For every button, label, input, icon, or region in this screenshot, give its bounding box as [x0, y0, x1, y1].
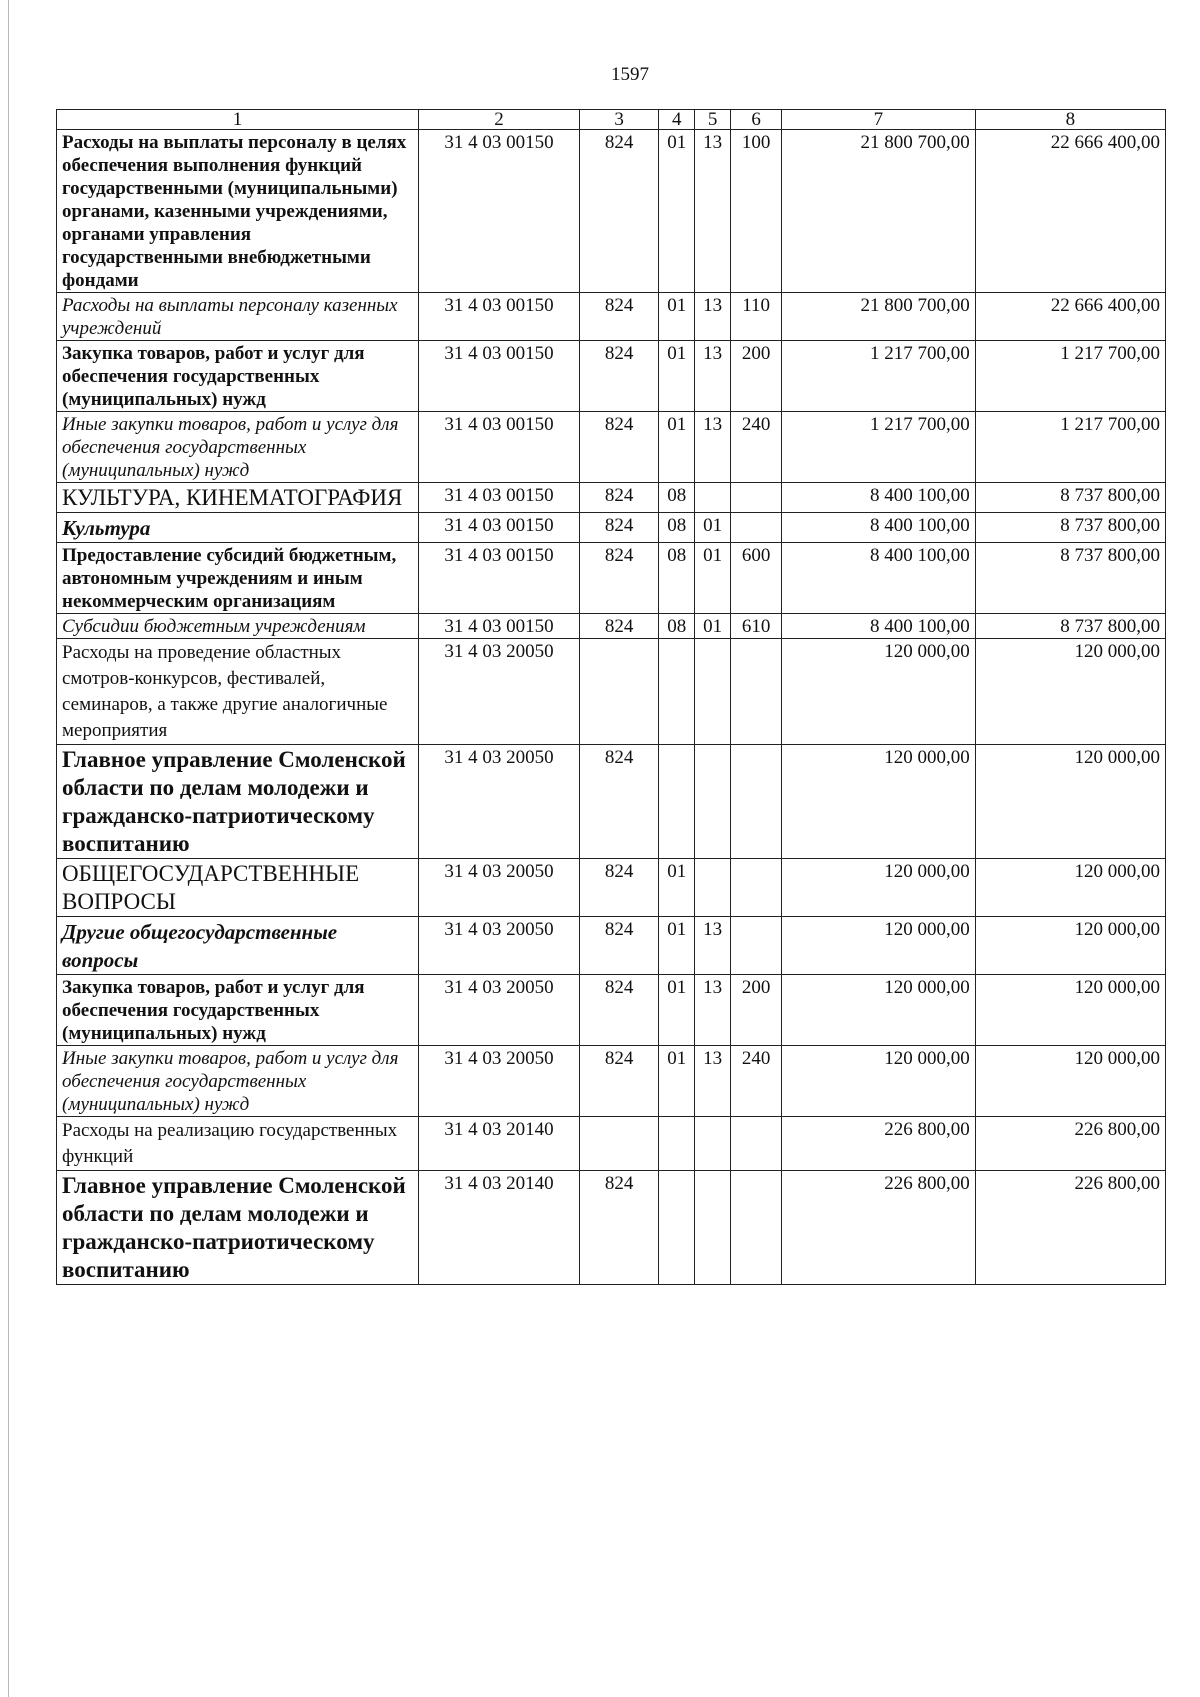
budget-table [56, 109, 1166, 1285]
header-cell-2: 2 [419, 110, 580, 130]
row-code-cell: 31 4 03 00150 [419, 293, 580, 341]
row-col6-cell [731, 1117, 782, 1171]
row-col8-amount: 120 000,00 [975, 975, 1165, 1046]
row-name-cell: ОБЩЕГОСУДАРСТВЕННЫЕ ВОПРОСЫ [57, 859, 419, 917]
row-name-cell: Субсидии бюджетным учреждениям [57, 614, 419, 639]
table-row [57, 1046, 1166, 1117]
row-name-cell: Культура [57, 513, 419, 543]
row-col3-cell: 824 [579, 614, 658, 639]
row-col4-cell [659, 1117, 695, 1171]
row-col4-cell [659, 745, 695, 859]
row-col8-amount: 120 000,00 [975, 917, 1165, 975]
row-code-cell: 31 4 03 20050 [419, 859, 580, 917]
row-col4-cell: 08 [659, 543, 695, 614]
row-col7-amount: 120 000,00 [782, 917, 976, 975]
row-col8-amount: 226 800,00 [975, 1117, 1165, 1171]
row-code-cell: 31 4 03 20140 [419, 1117, 580, 1171]
row-code-cell: 31 4 03 00150 [419, 513, 580, 543]
row-col7-amount: 120 000,00 [782, 1046, 976, 1117]
row-col5-cell [695, 859, 731, 917]
row-col3-cell: 824 [579, 1171, 658, 1285]
row-col5-cell: 13 [695, 1046, 731, 1117]
table-row [57, 917, 1166, 975]
row-name-cell: Иные закупки товаров, работ и услуг для обеспечения государственных (муниципальных) нужд [57, 1046, 419, 1117]
row-col5-cell [695, 639, 731, 745]
row-col6-cell [731, 917, 782, 975]
row-col8-amount: 120 000,00 [975, 859, 1165, 917]
row-col8-amount: 8 737 800,00 [975, 483, 1165, 513]
row-code-cell: 31 4 03 20050 [419, 1046, 580, 1117]
row-col3-cell: 824 [579, 745, 658, 859]
table-row [57, 412, 1166, 483]
row-col3-cell: 824 [579, 483, 658, 513]
row-col6-cell: 240 [731, 1046, 782, 1117]
row-col7-amount: 120 000,00 [782, 639, 976, 745]
row-col7-amount: 8 400 100,00 [782, 483, 976, 513]
row-col3-cell: 824 [579, 412, 658, 483]
header-cell-7: 7 [782, 110, 976, 130]
row-col5-cell: 13 [695, 293, 731, 341]
table-row [57, 293, 1166, 341]
row-name-cell: КУЛЬТУРА, КИНЕМАТОГРАФИЯ [57, 483, 419, 513]
row-col4-cell: 01 [659, 1046, 695, 1117]
row-name-cell: Расходы на выплаты персоналу в целях обеспечения выполнения функций государственными (муниципальными) органами, казенными учреждениями, органами управления государственными внебюджетными фондами [57, 130, 419, 293]
table-row [57, 1171, 1166, 1285]
row-col8-amount: 1 217 700,00 [975, 341, 1165, 412]
row-col5-cell: 01 [695, 543, 731, 614]
row-code-cell: 31 4 03 00150 [419, 614, 580, 639]
row-col4-cell: 01 [659, 130, 695, 293]
table-row [57, 745, 1166, 859]
row-name-cell: Закупка товаров, работ и услуг для обеспечения государственных (муниципальных) нужд [57, 341, 419, 412]
row-col7-amount: 8 400 100,00 [782, 543, 976, 614]
row-col6-cell [731, 513, 782, 543]
row-col4-cell: 01 [659, 293, 695, 341]
row-col7-amount: 8 400 100,00 [782, 513, 976, 543]
table-body [57, 130, 1166, 1285]
row-code-cell: 31 4 03 00150 [419, 483, 580, 513]
header-cell-3: 3 [579, 110, 658, 130]
header-cell-1: 1 [57, 110, 419, 130]
row-col8-amount: 1 217 700,00 [975, 412, 1165, 483]
row-col6-cell: 110 [731, 293, 782, 341]
row-name-cell: Расходы на проведение областных смотров-конкурсов, фестивалей, семинаров, а также другие аналогичные мероприятия [57, 639, 419, 745]
row-col8-amount: 120 000,00 [975, 1046, 1165, 1117]
row-col7-amount: 21 800 700,00 [782, 293, 976, 341]
row-col7-amount: 21 800 700,00 [782, 130, 976, 293]
row-col4-cell: 01 [659, 412, 695, 483]
row-col5-cell: 01 [695, 614, 731, 639]
row-col6-cell [731, 483, 782, 513]
table-row [57, 975, 1166, 1046]
row-col6-cell: 610 [731, 614, 782, 639]
row-col3-cell: 824 [579, 293, 658, 341]
row-col8-amount: 22 666 400,00 [975, 130, 1165, 293]
row-col5-cell: 01 [695, 513, 731, 543]
row-name-cell: Расходы на выплаты персоналу казенных учреждений [57, 293, 419, 341]
row-col3-cell [579, 639, 658, 745]
row-col5-cell: 13 [695, 130, 731, 293]
row-col5-cell: 13 [695, 412, 731, 483]
row-name-cell: Другие общегосударственные вопросы [57, 917, 419, 975]
row-col5-cell [695, 1117, 731, 1171]
row-col5-cell: 13 [695, 341, 731, 412]
row-col3-cell: 824 [579, 130, 658, 293]
row-name-cell: Предоставление субсидий бюджетным, автономным учреждениям и иным некоммерческим организациям [57, 543, 419, 614]
row-col3-cell: 824 [579, 1046, 658, 1117]
row-col5-cell: 13 [695, 975, 731, 1046]
row-col5-cell: 13 [695, 917, 731, 975]
header-cell-6: 6 [731, 110, 782, 130]
row-col3-cell: 824 [579, 341, 658, 412]
row-col7-amount: 226 800,00 [782, 1171, 976, 1285]
row-col7-amount: 1 217 700,00 [782, 412, 976, 483]
row-col6-cell [731, 745, 782, 859]
row-name-cell: Закупка товаров, работ и услуг для обеспечения государственных (муниципальных) нужд [57, 975, 419, 1046]
row-col7-amount: 120 000,00 [782, 745, 976, 859]
row-code-cell: 31 4 03 00150 [419, 130, 580, 293]
row-col7-amount: 120 000,00 [782, 859, 976, 917]
row-code-cell: 31 4 03 00150 [419, 543, 580, 614]
row-col7-amount: 226 800,00 [782, 1117, 976, 1171]
row-col4-cell [659, 1171, 695, 1285]
table-row [57, 1117, 1166, 1171]
row-name-cell: Главное управление Смоленской области по делам молодежи и гражданско-патриотическому воспитанию [57, 745, 419, 859]
row-col4-cell: 01 [659, 917, 695, 975]
table-row [57, 639, 1166, 745]
row-col8-amount: 120 000,00 [975, 745, 1165, 859]
row-col4-cell: 01 [659, 341, 695, 412]
row-code-cell: 31 4 03 00150 [419, 412, 580, 483]
row-col4-cell: 01 [659, 975, 695, 1046]
row-col7-amount: 8 400 100,00 [782, 614, 976, 639]
table-row [57, 130, 1166, 293]
row-code-cell: 31 4 03 20050 [419, 745, 580, 859]
row-col6-cell [731, 1171, 782, 1285]
row-col5-cell [695, 1171, 731, 1285]
row-col8-amount: 8 737 800,00 [975, 543, 1165, 614]
row-col8-amount: 22 666 400,00 [975, 293, 1165, 341]
table-row [57, 483, 1166, 513]
table-row [57, 543, 1166, 614]
row-col6-cell [731, 859, 782, 917]
row-col6-cell: 100 [731, 130, 782, 293]
row-col8-amount: 226 800,00 [975, 1171, 1165, 1285]
row-name-cell: Главное управление Смоленской области по делам молодежи и гражданско-патриотическому воспитанию [57, 1171, 419, 1285]
table-row [57, 614, 1166, 639]
row-col5-cell [695, 483, 731, 513]
row-col7-amount: 1 217 700,00 [782, 341, 976, 412]
header-cell-8: 8 [975, 110, 1165, 130]
header-cell-5: 5 [695, 110, 731, 130]
table-row [57, 341, 1166, 412]
row-col6-cell: 200 [731, 975, 782, 1046]
header-cell-4: 4 [659, 110, 695, 130]
row-col3-cell [579, 1117, 658, 1171]
row-code-cell: 31 4 03 20050 [419, 639, 580, 745]
table-row [57, 513, 1166, 543]
row-code-cell: 31 4 03 20050 [419, 917, 580, 975]
table-row [57, 859, 1166, 917]
row-name-cell: Расходы на реализацию государственных функций [57, 1117, 419, 1171]
row-col6-cell: 600 [731, 543, 782, 614]
row-col8-amount: 8 737 800,00 [975, 614, 1165, 639]
row-col4-cell: 08 [659, 483, 695, 513]
row-col3-cell: 824 [579, 975, 658, 1046]
row-col4-cell: 01 [659, 859, 695, 917]
row-col3-cell: 824 [579, 859, 658, 917]
row-col4-cell: 08 [659, 513, 695, 543]
row-code-cell: 31 4 03 00150 [419, 341, 580, 412]
row-col6-cell [731, 639, 782, 745]
row-col6-cell: 200 [731, 341, 782, 412]
row-code-cell: 31 4 03 20140 [419, 1171, 580, 1285]
row-col3-cell: 824 [579, 543, 658, 614]
row-col5-cell [695, 745, 731, 859]
row-col4-cell: 08 [659, 614, 695, 639]
row-col3-cell: 824 [579, 513, 658, 543]
row-col8-amount: 8 737 800,00 [975, 513, 1165, 543]
header-row [57, 110, 1166, 130]
row-col8-amount: 120 000,00 [975, 639, 1165, 745]
page-edge-line [8, 0, 9, 1697]
row-name-cell: Иные закупки товаров, работ и услуг для обеспечения государственных (муниципальных) нужд [57, 412, 419, 483]
row-col6-cell: 240 [731, 412, 782, 483]
row-code-cell: 31 4 03 20050 [419, 975, 580, 1046]
row-col3-cell: 824 [579, 917, 658, 975]
page-number: 1597 [611, 64, 649, 85]
row-col7-amount: 120 000,00 [782, 975, 976, 1046]
row-col4-cell [659, 639, 695, 745]
